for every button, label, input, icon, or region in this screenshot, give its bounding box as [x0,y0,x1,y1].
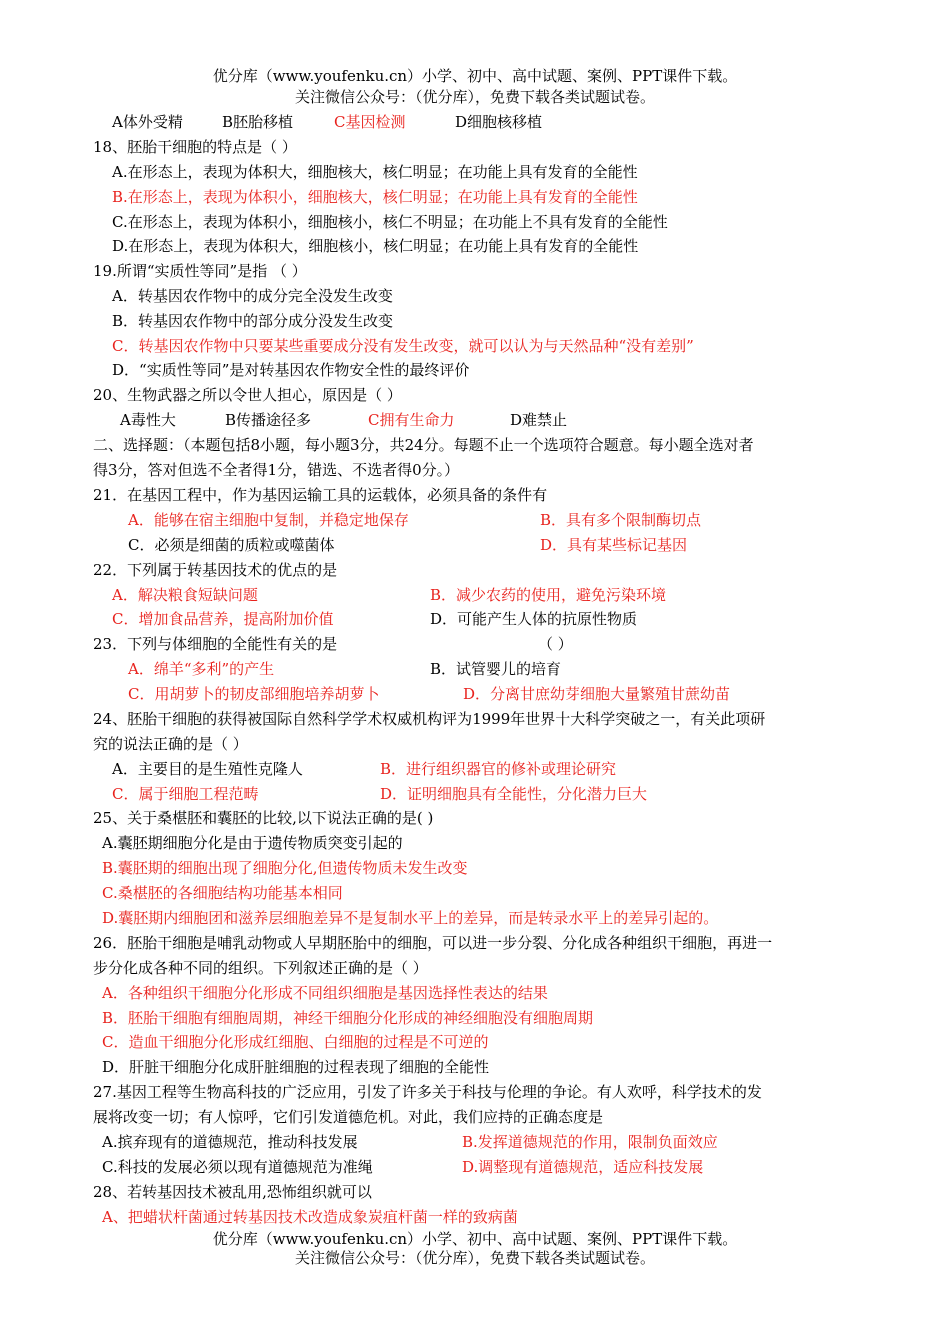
q24-option-c: C．属于细胞工程范畴 [112,785,259,803]
q22-option-d: D．可能产生人体的抗原性物质 [430,610,638,628]
q25-option-c: C.桑椹胚的各细胞结构功能基本相同 [102,884,343,902]
q23-option-c: C．用胡萝卜的韧皮部细胞培养胡萝卜 [128,685,380,703]
page-header-line-2: 关注微信公众号：（优分库），免费下载各类试题试卷。 [294,88,655,106]
q17-option-b: B胚胎移植 [222,113,294,131]
q23-option-d: D．分离甘庶幼芽细胞大量繁殖甘蔗幼苗 [463,685,731,703]
q27-option-b: B.发挥道德规范的作用，限制负面效应 [462,1133,718,1151]
q25-stem: 25、关于桑椹胚和囊胚的比较,以下说法正确的是( ) [93,809,434,827]
section-2-instructions-line-2: 得3分，答对但选不全者得1分，错选、不选者得0分。） [93,461,460,479]
q23-option-a: A．绵羊“多利”的产生 [128,660,275,678]
q19-option-c: C．转基因农作物中只要某些重要成分没有发生改变，就可以认为与天然品种“没有差别” [112,337,694,355]
q26-option-b: B．胚胎干细胞有细胞周期，神经干细胞分化形成的神经细胞没有细胞周期 [102,1009,594,1027]
q20-option-b: B传播途径多 [225,411,312,429]
q18-option-d: D.在形态上，表现为体积大，细胞核小，核仁明显；在功能上具有发育的全能性 [112,237,639,255]
q21-option-c: C．必须是细菌的质粒或噬菌体 [128,536,335,554]
q21-option-a: A．能够在宿主细胞中复制，并稳定地保存 [128,511,409,529]
q19-option-b: B．转基因农作物中的部分成分没发生改变 [112,312,394,330]
q26-option-c: C．造血干细胞分化形成红细胞、白细胞的过程是不可逆的 [102,1033,489,1051]
q22-stem: 22．下列属于转基因技术的优点的是 [93,561,338,579]
q26-stem-line-2: 步分化成各种不同的组织。下列叙述正确的是（ ） [93,959,428,977]
section-2-instructions-line-1: 二、选择题：（本题包括8小题，每小题3分，共24分。每题不止一个选项符合题意。每小题全选对者 [93,436,754,454]
q24-option-d: D．证明细胞具有全能性，分化潜力巨大 [380,785,648,803]
q28-option-a: A、把蜡状杆菌通过转基因技术改造成象炭疽杆菌一样的致病菌 [102,1208,518,1226]
q20-option-c: C拥有生命力 [368,411,455,429]
q24-stem-line-2: 究的说法正确的是（ ） [93,735,248,753]
q25-option-a: A.囊胚期细胞分化是由于遗传物质突变引起的 [102,834,403,852]
q27-option-d: D.调整现有道德规范，适应科技发展 [462,1158,704,1176]
page-header-line-1: 优分库（www.youfenku.cn）小学、初中、高中试题、案例、PPT课件下载。 [212,67,738,85]
q27-stem-line-1: 27.基因工程等生物高科技的广泛应用，引发了许多关于科技与伦理的争论。有人欢呼，科学技术的发 [93,1083,762,1101]
q27-option-a: A.摈弃现有的道德规范，推动科技发展 [102,1133,358,1151]
q24-stem-line-1: 24、胚胎干细胞的获得被国际自然科学学术权威机构评为1999年世界十大科学突破之一，有关此项研 [93,710,766,728]
q18-option-b: B.在形态上，表现为体积小，细胞核大，核仁明显；在功能上具有发育的全能性 [112,188,638,206]
q22-option-a: A．解决粮食短缺问题 [112,586,258,604]
q28-stem: 28、若转基因技术被乱用,恐怖组织就可以 [93,1183,372,1201]
q26-stem-line-1: 26．胚胎干细胞是哺乳动物或人早期胚胎中的细胞，可以进一步分裂、分化成各种组织干细胞，再进一 [93,934,773,952]
q24-option-a: A．主要目的是生殖性克隆人 [112,760,303,778]
q20-option-a: A毒性大 [120,411,176,429]
q21-option-b: B．具有多个限制酶切点 [540,511,702,529]
q23-stem: 23．下列与体细胞的全能性有关的是 [93,635,338,653]
q17-option-d: D细胞核移植 [455,113,543,131]
q21-stem: 21．在基因工程中，作为基因运输工具的运载体，必须具备的条件有 [93,486,548,504]
q22-option-b: B．减少农药的使用，避免污染环境 [430,586,667,604]
q19-stem: 19.所谓“实质性等同”是指 （ ） [93,262,307,280]
q17-option-a: A体外受精 [112,113,183,131]
q19-option-d: D．“实质性等同”是对转基因农作物安全性的最终评价 [112,361,470,379]
q23-answer-paren: （ ） [538,635,573,653]
q20-stem: 20、生物武器之所以令世人担心，原因是（ ） [93,386,402,404]
q25-option-b: B.囊胚期的细胞出现了细胞分化,但遗传物质未发生改变 [102,859,468,877]
page-footer-line-2: 关注微信公众号：（优分库），免费下载各类试题试卷。 [294,1249,655,1267]
q19-option-a: A．转基因农作物中的成分完全没发生改变 [112,287,393,305]
q27-option-c: C.科技的发展必须以现有道德规范为准绳 [102,1158,373,1176]
q20-option-d: D难禁止 [510,411,568,429]
q21-option-d: D．具有某些标记基因 [540,536,688,554]
q26-option-a: A．各种组织干细胞分化形成不同组织细胞是基因选择性表达的结果 [102,984,548,1002]
q18-option-c: C.在形态上，表现为体积小，细胞核小，核仁不明显；在功能上不具有发育的全能性 [112,213,668,231]
q18-option-a: A.在形态上，表现为体积大，细胞核大，核仁明显；在功能上具有发育的全能性 [112,163,638,181]
q22-option-c: C．增加食品营养，提高附加价值 [112,610,334,628]
q26-option-d: D．肝脏干细胞分化成肝脏细胞的过程表现了细胞的全能性 [102,1058,490,1076]
q27-stem-line-2: 展将改变一切；有人惊呼，它们引发道德危机。对此，我们应持的正确态度是 [93,1108,604,1126]
q18-stem: 18、胚胎干细胞的特点是（ ） [93,138,297,156]
q17-option-c: C基因检测 [334,113,406,131]
q23-option-b: B．试管婴儿的培育 [430,660,562,678]
q24-option-b: B．进行组织器官的修补或理论研究 [380,760,617,778]
page-footer-line-1: 优分库（www.youfenku.cn）小学、初中、高中试题、案例、PPT课件下载。 [212,1230,738,1248]
q25-option-d: D.囊胚期内细胞团和滋养层细胞差异不是复制水平上的差异，而是转录水平上的差异引起的。 [102,909,719,927]
